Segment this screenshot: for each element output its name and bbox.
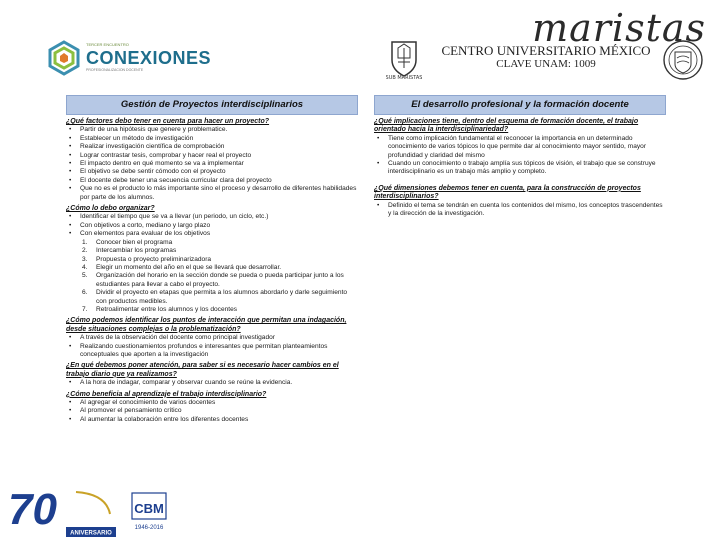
list-item: • Realizar investigación científica de comprobación: [66, 143, 358, 151]
right-panel-title: El desarrollo profesional y la formación docente: [374, 95, 666, 115]
numbered-item: 7. Retroalimentar entre los alumnos y los docentes: [82, 305, 238, 313]
numbered-item: 6. Dividir el proyecto en etapas que permita a los alumnos abordarlo y darle seguimiento con productos medibles.: [82, 289, 348, 305]
list-item: • Tiene como implicación fundamental el reconocer la importancia en un determinado conocimiento de varios tópicos lo que permite dar al conocimiento mayor sentido, mayor profundidad y claridad del mismo: [374, 135, 666, 160]
list-item: • Establecer un método de investigación: [66, 135, 358, 143]
left-panel: [66, 95, 358, 424]
list-item: • Que no es el producto lo más importante sino el proceso y desarrollo de diferentes habilidades por parte de los alumnos.: [66, 185, 358, 202]
unam-seal-icon: [662, 38, 704, 82]
list-item: • A la hora de indagar, comparar y observar cuando se reúne la evidencia.: [66, 379, 358, 387]
list-item: • Al aumentar la colaboración entre los diferentes docentes: [66, 416, 358, 424]
list-item: • A través de la observación del docente como principal investigador: [66, 334, 358, 342]
numbered-item: 1. Conocer bien el programa: [82, 238, 173, 246]
anniversary-label: ANIVERSARIO: [70, 530, 112, 537]
conexiones-hexagon-icon: [46, 40, 82, 76]
anniversary-swoosh-icon: [76, 492, 110, 514]
list-item: • Lograr contrastar tesis, comprobar y hacer real el proyecto: [66, 152, 358, 160]
list-item: • El impacto dentro en qué momento se va a implementar: [66, 160, 358, 168]
list-item: • Cuando un conocimiento o trabajo amplía sus tópicos de visión, el trabajo que se construye interdisciplinario es un trabajo más amplio y completo.: [374, 160, 666, 177]
numbered-item: 4. Elegir un momento del año en el que se llevará que desarrollar.: [82, 263, 282, 271]
crest-left-text: SUB MARISTAS: [386, 75, 422, 80]
list-item: • El objetivo se debe sentir cómodo con el proyecto: [66, 168, 358, 176]
conexiones-logo: [46, 38, 212, 78]
left-panel-title: Gestión de Proyectos interdisciplinarios: [66, 95, 358, 115]
question: ¿Qué factores debo tener en cuenta para hacer un proyecto?: [66, 118, 270, 125]
institution-name: CENTRO UNIVERSITARIO MÉXICO: [441, 43, 651, 58]
list-item: • Con elementos para evaluar de los objetivos: [66, 230, 358, 238]
cbm-letters: CBM: [134, 501, 164, 516]
marist-crest-icon: [386, 38, 422, 80]
question: ¿Cómo lo debo organizar?: [66, 205, 155, 213]
list-item: • Realizando cuestionamientos profundos e interesantes que permitan planteamientos conceptuales que aporten a la investigación: [66, 343, 358, 360]
numbered-item: 5. Organización del horario en la sección donde se pueda o pueda participar junto a los estudiantes para llevar a cabo el proyecto.: [82, 272, 344, 288]
question: ¿Qué implicaciones tiene, dentro del esquema de formación docente, el trabajo orientado hacia la interdisciplinariedad?: [374, 118, 639, 134]
cbm-logo: [124, 489, 174, 537]
right-panel: [374, 95, 666, 218]
anniversary-logo: [6, 484, 118, 540]
list-item: • Identificar el tiempo que se va a llevar (un periodo, un ciclo, etc.): [66, 213, 358, 221]
conexiones-tagline: TERCER ENCUENTRO: [86, 42, 129, 47]
list-item: • Al agregar el conocimiento de varios docentes: [66, 399, 358, 407]
question: ¿Cómo podemos identificar los puntos de interacción que permitan una indagación, desde situaciones complejas o la problematización?: [66, 317, 347, 333]
list-item: • Partir de una hipótesis que genere y problematice.: [66, 126, 358, 134]
question: ¿En qué debemos poner atención, para saber si es necesario hacer cambios en el trabajo diario que ya realizamos?: [66, 362, 339, 378]
list-item: • Definido el tema se tendrán en cuenta los contenidos del mismo, los conceptos trascendentes y la dirección de la investigación.: [374, 202, 666, 219]
maristas-wordmark: maristas: [532, 6, 706, 50]
list-item: • Con objetivos a corto, mediano y largo plazo: [66, 222, 358, 230]
conexiones-name: CONEXIONES: [86, 48, 212, 68]
list-item: • El docente debe tener una secuencia curricular clara del proyecto: [66, 177, 358, 185]
anniversary-years: 1946-2016: [134, 525, 164, 531]
numbered-item: 3. Propuesta o proyecto preliminarizadora: [82, 255, 212, 263]
numbered-item: 2. Intercambiar los programas: [82, 247, 177, 255]
list-item: • Al promover el pensamiento crítico: [66, 407, 358, 415]
anniversary-number: 70: [8, 485, 57, 534]
question: ¿Cómo beneficia al aprendizaje el trabajo interdisciplinario?: [66, 390, 267, 398]
conexiones-subtitle: PROFESIONALIZACION DOCENTE: [86, 68, 144, 72]
question: ¿Qué dimensiones debemos tener en cuenta, para la construcción de proyectos interdisciplinarios?: [374, 184, 641, 201]
institution-clave: CLAVE UNAM: 1009: [496, 58, 596, 70]
